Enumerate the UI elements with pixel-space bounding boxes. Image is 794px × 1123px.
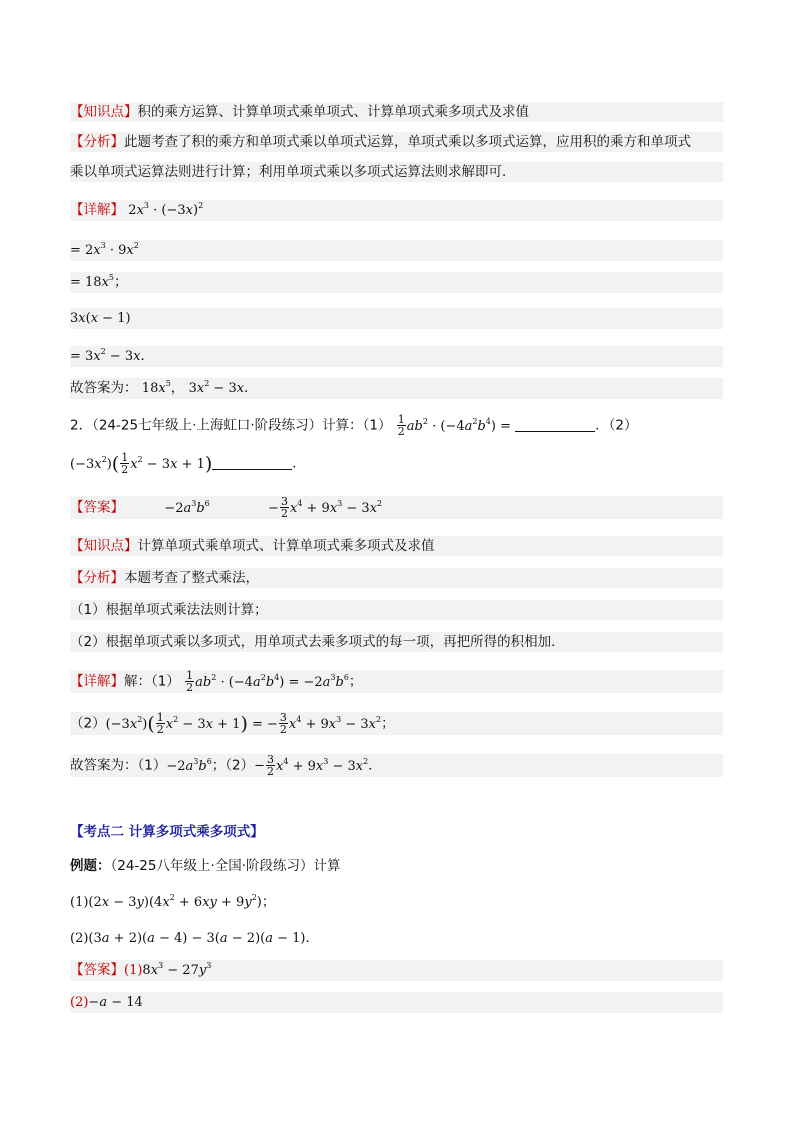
answer-line <box>70 496 723 519</box>
fraction-three-halves: $\frac{3}{2}$ <box>267 753 275 778</box>
step-line <box>70 272 723 293</box>
example-part-2 <box>70 928 723 949</box>
analysis-step-2 <box>70 632 723 652</box>
knowledge-point-text: 计算单项式乘单项式、计算单项式乘多项式及求值 <box>137 538 435 554</box>
answer-line <box>70 960 723 981</box>
detail-line-2 <box>70 712 723 735</box>
answer-tag: 【答案】 <box>70 962 124 978</box>
detail-tag: 【详解】 <box>70 673 124 690</box>
question-2-stem <box>70 414 723 437</box>
analysis-step-text: （1）根据单项式乘法法则计算； <box>70 602 268 618</box>
step-line <box>70 240 723 261</box>
fraction-one-half: $\frac{1}{2}$ <box>121 451 129 476</box>
analysis-step-1 <box>70 600 723 620</box>
detail-text: （2） <box>70 715 106 732</box>
math-expression: $ab^2 \cdot (-4a^2b^4) = -2a^3b^6$ <box>195 672 349 690</box>
punctuation: ． <box>140 348 155 364</box>
answer-blank-2[interactable] <box>212 455 292 470</box>
math-expression: (3a + 2)(a − 4) − 3(a − 2)(a − 1) <box>88 931 306 946</box>
math-expression: $(-3x^2)$( <box>105 712 155 735</box>
answer-prefix: 故答案为： <box>70 380 138 396</box>
analysis-text-continued: 乘以单项式运算法则进行计算；利用单项式乘以多项式运算法则求解即可． <box>70 164 516 180</box>
question-2-text-cont: ．（2） <box>595 417 638 434</box>
knowledge-point-line <box>70 536 723 556</box>
punctuation: ． <box>368 757 382 774</box>
answer-blank-1[interactable] <box>515 417 595 432</box>
knowledge-point-tag: 【知识点】 <box>70 104 138 120</box>
math-expression: $x^4 + 9x^3 - 3x^2$ <box>288 714 382 732</box>
part-number: (1) <box>70 895 89 910</box>
fraction-three-halves: $\frac{3}{2}$ <box>279 711 287 736</box>
analysis-tag: 【分析】 <box>70 570 124 586</box>
question-2-text: 2．（24-25七年级上·上海虹口·阶段练习）计算：（1） <box>70 417 392 434</box>
math-expression: $-2a^3b^6$ <box>166 756 212 774</box>
math-expression: −a − 14 <box>88 995 143 1010</box>
answer-separator: ；（2） <box>211 757 255 774</box>
detail-text: 解：（1） <box>124 673 180 690</box>
example-part-1 <box>70 892 723 913</box>
part-number: (1) <box>124 963 143 978</box>
analysis-tag: 【分析】 <box>70 134 124 150</box>
part-number: (2) <box>70 995 89 1010</box>
detail-tag: 【详解】 <box>70 202 124 218</box>
math-expression: $x^2 - 3x + 1$) = − <box>165 712 278 735</box>
analysis-text: 此题考查了积的乘方和单项式乘以单项式运算，单项式乘以多项式运算，应用积的乘方和单项式 <box>124 134 691 150</box>
question-2-stem-line-2 <box>70 452 723 475</box>
punctuation: ； <box>261 894 276 910</box>
analysis-text: 本题考查了整式乘法， <box>124 570 259 586</box>
math-expression: − <box>254 758 266 774</box>
knowledge-point-line <box>70 102 723 122</box>
knowledge-point-tag: 【知识点】 <box>70 538 138 554</box>
fraction-three-halves: $\frac{3}{2}$ <box>280 495 288 520</box>
answer-prefix: 故答案为：（1） <box>70 757 167 774</box>
punctuation: ． <box>305 930 319 946</box>
math-expression: = $3x^2 - 3x$ <box>70 347 141 364</box>
analysis-line-1 <box>70 132 723 152</box>
answer-2: − <box>268 500 279 516</box>
math-expression: = $18x^5$ <box>70 273 115 290</box>
answer-2-rest: $x^4 + 9x^3 - 3x^2$ <box>289 498 383 516</box>
example-line <box>70 856 723 876</box>
punctuation: ； <box>348 673 363 690</box>
example-label: 例题： <box>70 858 111 874</box>
example-text: （24-25八年级上·全国·阶段练习）计算 <box>110 858 341 874</box>
part-number: (2) <box>70 931 89 946</box>
math-expression: = $2x^3 \cdot 9x^2$ <box>70 241 139 258</box>
punctuation: ． <box>244 380 258 396</box>
fraction-one-half: $\frac{1}{2}$ <box>186 669 194 694</box>
answer-line-2 <box>70 992 723 1013</box>
math-expression: $(-3x^2)$( <box>70 452 120 475</box>
punctuation: ． <box>292 455 306 472</box>
punctuation: ； <box>114 274 128 290</box>
math-expression: $ab^2 \cdot (-4a^2b^4)$ = <box>406 416 516 434</box>
math-expression: $8x^3 - 27y^3$ <box>142 961 212 978</box>
analysis-line <box>70 568 723 588</box>
section-heading <box>70 822 723 842</box>
math-expression: $18x^5$ <box>141 379 171 396</box>
section-title: 【考点二 计算多项式乘多项式】 <box>70 824 264 840</box>
detail-line <box>70 200 723 221</box>
math-expression: $x^2 - 3x + 1$) <box>130 452 213 475</box>
step-line <box>70 346 723 367</box>
answer-1: $-2a^3b^6$ <box>164 498 210 516</box>
punctuation: ； <box>381 715 395 732</box>
step-line <box>70 308 723 329</box>
math-expression: 3x(x − 1) <box>70 311 131 326</box>
fraction-one-half: $\frac{1}{2}$ <box>397 413 405 438</box>
punctuation: ， <box>170 380 185 396</box>
math-expression: $3x^2 - 3x$ <box>188 379 245 396</box>
fraction-one-half: $\frac{1}{2}$ <box>156 711 164 736</box>
knowledge-point-text: 积的乘方运算、计算单项式乘单项式、计算单项式乘多项式及求值 <box>137 104 529 120</box>
answer-summary-line <box>70 754 723 777</box>
math-expression: $x^4 + 9x^3 - 3x^2$ <box>276 756 369 774</box>
detail-line <box>70 670 723 693</box>
analysis-step-text: （2）根据单项式乘以多项式，用单项式去乘多项式的每一项，再把所得的积相加． <box>70 634 565 650</box>
math-expression: $(2x - 3y)(4x^2 + 6xy + 9y^2)$ <box>88 893 262 910</box>
math-expression: $2x^3 \cdot (-3x)^2$ <box>128 201 204 218</box>
answer-line <box>70 378 723 399</box>
answer-tag: 【答案】 <box>70 499 124 516</box>
analysis-line-2 <box>70 162 723 182</box>
